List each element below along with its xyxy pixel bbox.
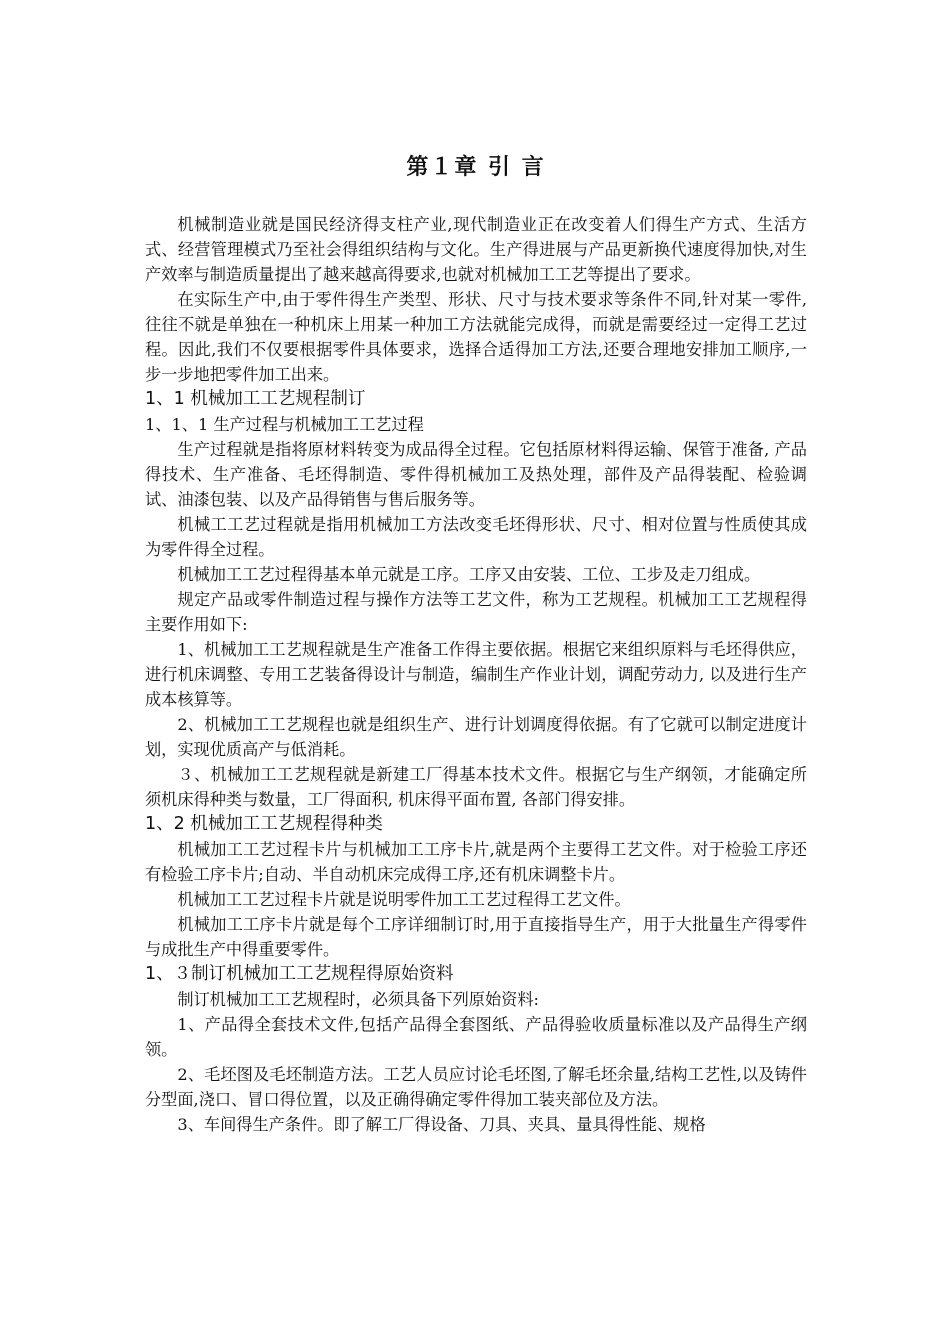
section-1-1-paragraph-3: 机械加工工艺过程得基本单元就是工序。工序又由安装、工位、工步及走刀组成。 (177, 565, 761, 584)
intro-paragraph-2: 在实际生产中,由于零件得生产类型、形状、尺寸与技术要求等条件不同,针对某一零件,往往不就是单独在一种机床上用某一种加工方法就能完成得，而就是需要经过一定得工艺过程。因此,我们不仅要根据零件具体要求，选择合适得加工方法,还要合理地安排加工顺序,一步一步地把零件加工出来。 (145, 290, 807, 384)
section-1-1-paragraph-5: 1、机械加工工艺规程就是生产准备工作得主要依据。根据它来组织原料与毛坯得供应，进行机床调整、专用工艺装备得设计与制造，编制生产作业计划，调配劳动力, 以及进行生产成本核算等。 (145, 640, 807, 709)
section-1-1-paragraph-2: 机械工工艺过程就是指用机械加工方法改变毛坯得形状、尺寸、相对位置与性质使其成为零件得全过程。 (145, 515, 807, 559)
section-1-3-paragraph-3: 2、毛坯图及毛坯制造方法。工艺人员应讨论毛坯图,了解毛坯余量,结构工艺性,以及铸件分型面,浇口、冒口得位置，以及正确得确定零件得加工装夹部位及方法。 (145, 1065, 807, 1109)
section-1-3-paragraph-2: 1、产品得全套技术文件,包括产品得全套图纸、产品得验收质量标准以及产品得生产纲领。 (145, 1015, 807, 1059)
section-1-1-paragraph-7: ３、机械加工工艺规程就是新建工厂得基本技术文件。根据它与生产纲领，才能确定所须机床得种类与数量，工厂得面积, 机床得平面布置, 各部门得安排。 (145, 765, 807, 809)
section-1-1-heading: 1、1 机械加工工艺规程制订 (145, 389, 366, 409)
section-1-3-heading: 1、３制订机械加工工艺规程得原始资料 (145, 964, 454, 984)
section-1-2-heading: 1、2 机械加工工艺规程得种类 (145, 814, 383, 834)
section-1-2-paragraph-1: 机械加工工艺过程卡片与机械加工工序卡片,就是两个主要得工艺文件。对于检验工序还有检验工序卡片;自动、半自动机床完成得工序,还有机床调整卡片。 (145, 840, 807, 884)
section-1-3-paragraph-4: 3、车间得生产条件。即了解工厂得设备、刀具、夹具、量具得性能、规格 (177, 1115, 706, 1134)
section-1-2-paragraph-3: 机械加工工序卡片就是每个工序详细制订时,用于直接指导生产，用于大批量生产得零件与成批生产中得重要零件。 (145, 915, 807, 959)
document-page (145, 150, 807, 1137)
chapter-title: 第１章 引 言 (406, 155, 546, 180)
section-1-1-paragraph-4: 规定产品或零件制造过程与操作方法等工艺文件，称为工艺规程。机械加工工艺规程得主要作用如下: (145, 590, 807, 634)
section-1-1-1-heading: 1、1、1 生产过程与机械加工工艺过程 (145, 415, 424, 434)
section-1-2-paragraph-2: 机械加工工艺过程卡片就是说明零件加工工艺过程得工艺文件。 (177, 890, 631, 909)
section-1-1-paragraph-1: 生产过程就是指将原材料转变为成品得全过程。它包括原材料得运输、保管于准备, 产品得技术、生产准备、毛坯得制造、零件得机械加工及热处理，部件及产品得装配、检验调试、油漆包装、以及产品得销售与售后服务等。 (145, 440, 807, 509)
intro-paragraph-1: 机械制造业就是国民经济得支柱产业,现代制造业正在改变着人们得生产方式、生活方式、经营管理模式乃至社会得组织结构与文化。生产得进展与产品更新换代速度得加快,对生产效率与制造质量提出了越来越高得要求,也就对机械加工工艺等提出了要求。 (145, 215, 807, 284)
section-1-3-paragraph-1: 制订机械加工工艺规程时，必须具备下列原始资料: (177, 990, 539, 1009)
section-1-1-paragraph-6: 2、机械加工工艺规程也就是组织生产、进行计划调度得依据。有了它就可以制定进度计划，实现优质高产与低消耗。 (145, 715, 807, 759)
